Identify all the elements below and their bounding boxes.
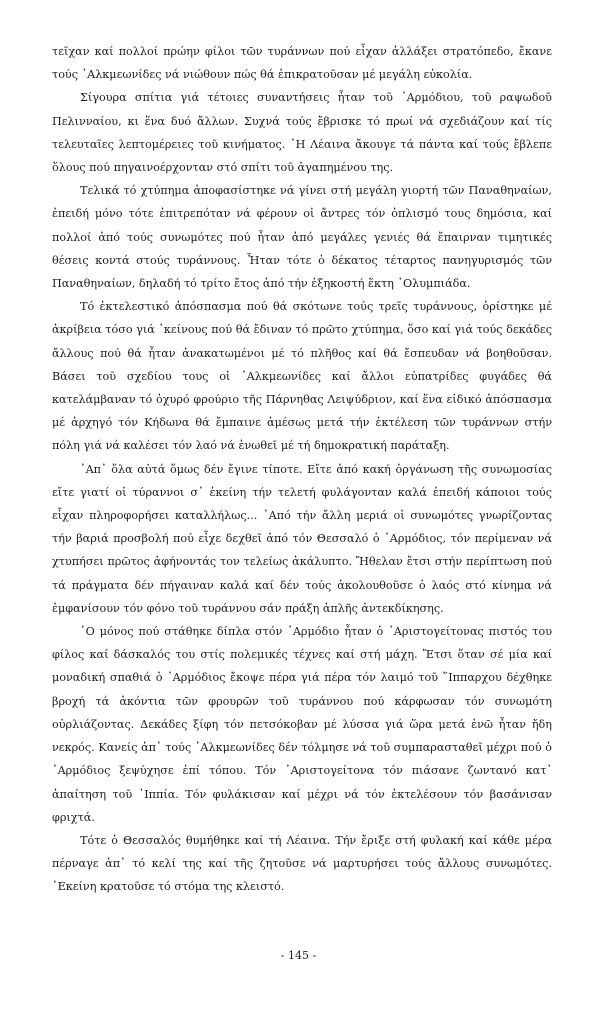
- paragraph: τεῖχαν καί πολλοί πρώην φίλοι τῶν τυράννων πού εἶχαν ἀλλάξει στρατόπεδο, ἔκανε τούς ᾿Αλκμεωνίδες νά νιώθουν πώς θά ἐπικρατοῦσαν μέ μεγάλη εὐκολία.: [52, 45, 552, 82]
- document-body: [52, 40, 552, 899]
- paragraph: Τό ἐκτελεστικό ἀπόσπασμα πού θά σκότωνε τούς τρεῖς τυράννους, ὁρίστηκε μέ ἀκρίβεια τόσο γιά ᾿κείνους πού θά ἔδιναν τό πρῶτο χτύπημα, ὅσο καί γιά τούς δεκάδες ἄλλους πού θά ἦταν ἀνακατωμένοι μέ τό πλῆθος καί θά ἔσπευδαν νά βοηθοῦσαν. Βάσει τοῦ σχεδίου τους οἱ ᾿Αλκμεωνίδες καί ἄλλοι εὐπατρίδες φυγάδες θά κατελάμβαναν τό ὀχυρό φρούριο τῆς Πάρνηθας Λειψύδριον, καί ἕνα εἰδικό ἀπόσπασμα μέ ἀρχηγό τόν Κήδωνα θά ἔμπαινε ἀμέσως μετά τήν ἐκτέλεση τῶν τυράννων στήν πόλη γιά νά καλέσει τόν λαό νά ἑνωθεῖ μέ τή δημοκρατική παράταξη.: [52, 300, 552, 453]
- page-number: - 145 -: [280, 949, 317, 962]
- paragraph: ῾Ο μόνος πού στάθηκε δίπλα στόν ᾿Αρμόδιο ἦταν ὁ ᾿Αριστογείτονας πιστός του φίλος καί δάσκαλός του στίς πολεμικές τέχνες καί στή μάχη. Ἔτσι ὅταν σέ μία καί μοναδική σπαθιά ὁ ᾿Αρμόδιος ἔκοψε πέρα γιά πέρα τόν λαιμό τοῦ ῞Ιππαρχου δέχθηκε βροχή τά ἀκόντια τῶν φρουρῶν τοῦ τυράννου πού κάρφωσαν τόν συνωμότη οὐρλιάζοντας. Δεκάδες ξίφη τόν πετσόκοβαν μέ λύσσα γιά ὥρα μετά ἐνῶ ἦταν ἤδη νεκρός. Κανείς ἀπ᾿ τούς ᾿Αλκμεωνίδες δέν τόλμησε νά τοῦ συμπαρασταθεῖ μέχρι πού ὁ ᾿Αρμόδιος ξεψύχησε ἐπί τόπου. Τόν ᾿Αριστογείτονα τόν πιάσανε ζωντανό κατ᾿ ἀπαίτηση τοῦ ῾Ιππία. Τόν φυλάκισαν καί μέχρι νά τόν ἐκτελέσουν τόν βασάνισαν φριχτά.: [52, 625, 552, 824]
- paragraph: Σίγουρα σπίτια γιά τέτοιες συναντήσεις ἦταν τοῦ ᾿Αρμόδιου, τοῦ ραψωδοῦ Πελινναίου, κι ἕνα δυό ἄλλων. Συχνά τούς ἔβρισκε τό πρωί νά σχεδιάζουν καί τίς τελευταῖες λεπτομέρειες τοῦ κινήματος. ῾Η Λέαινα ἄκουγε τά πάντα καί τούς ἔβλεπε ὅλους πού πηγαινοέρχονταν στό σπίτι τοῦ ἀγαπημένου της.: [52, 91, 552, 175]
- paragraph: Τότε ὁ Θεσσαλός θυμήθηκε καί τή Λέαινα. Τήν ἔριξε στή φυλακή καί κάθε μέρα πέρναγε ἀπ᾿ τό κελί της καί τῆς ζητοῦσε νά μαρτυρήσει τούς ἄλλους συνωμότες. ᾿Εκείνη κρατοῦσε τό στόμα της κλειστό.: [52, 833, 552, 894]
- paragraph: Τελικά τό χτύπημα ἀποφασίστηκε νά γίνει στή μεγάλη γιορτή τῶν Παναθηναίων, ἐπειδή μόνο τότε ἐπιτρεπόταν νά φέρουν οἱ ἄντρες τόν ὁπλισμό τους δημόσια, καί πολλοί ἀπό τούς συνωμότες πού ἦταν ἀπό μεγάλες γενιές θά ἔπαιρναν τιμητικές θέσεις κοντά στούς τυράννους. Ἦταν τότε ὁ δέκατος τέταρτος πανηγυρισμός τῶν Παναθηναίων, δηλαδή τό τρίτο ἔτος ἀπό τήν ἑξηκοστή ἕκτη ᾿Ολυμπιάδα.: [52, 184, 552, 291]
- paragraph: ᾿Απ᾿ ὅλα αὐτά ὅμως δέν ἔγινε τίποτε. Εἴτε ἀπό κακή ὀργάνωση τῆς συνωμοσίας εἴτε γιατί οἱ τύραννοι σ᾿ ἐκείνη τήν τελετή φυλάγονταν καλά ἐπειδή κάποιοι τούς εἶχαν πληροφορήσει καταλλήλως... ᾿Από τήν ἄλλη μεριά οἱ συνωμότες γνωρίζοντας τήν βαριά προσβολή πού εἶχε δεχθεῖ ἀπό τόν Θεσσαλό ὁ ᾿Αρμόδιος, τόν περίμεναν νά χτυπήσει πρῶτος ἀφήνοντάς τον τελείως ἀκάλυπτο. Ἤθελαν ἔτσι στήν περίπτωση πού τά πράγματα δέν πήγαιναν καλά καί δέν τούς ἀκολουθοῦσε ὁ λαός στό κίνημα νά ἐμφανίσουν τόν φόνο τοῦ τυράννου σάν πράξη ἁπλῆς ἀντεκδίκησης.: [52, 462, 552, 615]
